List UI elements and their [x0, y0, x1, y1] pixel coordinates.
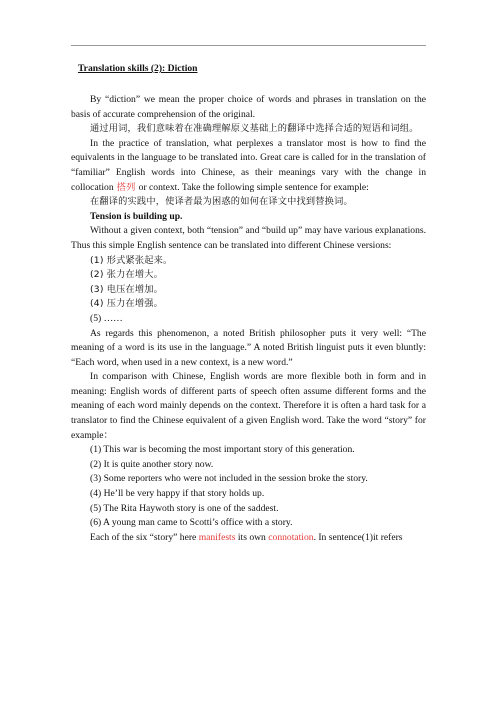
paragraph-translation-practice-tail: or context. Take the following simple sentence for example:: [138, 181, 369, 193]
paragraph-translation-practice: [71, 137, 426, 195]
document-title: Translation skills (2): Diction: [78, 63, 198, 74]
paragraph-translation-practice-cn: 在翻译的实践中，使译者最为困惑的如何在译文中找到替换词。: [90, 196, 353, 208]
paragraph-story-connotation-tail: . In sentence(1)it refers: [313, 531, 403, 543]
document-body: [71, 62, 426, 545]
list-item: (3) Some reporters who were not included in the session broke the story.: [90, 473, 368, 485]
paragraph-diction-definition-cn: 通过用词，我们意味着在准确理解原义基础上的翻译中选择合适的短语和词组。: [90, 123, 419, 135]
paragraph-story-connotation: [71, 531, 426, 546]
highlight-manifests: manifests: [198, 531, 236, 543]
header-rule: [71, 45, 426, 46]
highlight-connotation: connotation: [268, 531, 314, 543]
list-item: (1) 形式紧张起来。: [90, 254, 173, 266]
list-item: (5) The Rita Haywoth story is one of the saddest.: [90, 502, 279, 514]
list-item: (2) It is quite another story now.: [90, 458, 214, 470]
list-item: (6) A young man came to Scotti’s office with a story.: [90, 517, 293, 529]
paragraph-word-meaning-quotes: As regards this phenomenon, a noted British philosopher puts it very well: “The meaning of a word is its use in the language.” A noted British linguist puts it even bluntly: “Each word, when used in a new context, is a new word.”: [71, 327, 426, 368]
paragraph-diction-definition: By “diction” we mean the proper choice of words and phrases in translation on the basis of accurate comprehension of the original.: [71, 94, 426, 120]
paragraph-story-connotation-mid: its own: [235, 531, 269, 543]
list-item: (2) 张力在增大。: [90, 269, 164, 281]
list-item: (4) He’ll be very happy if that story holds up.: [90, 488, 265, 500]
list-item: (4) 压力在增强。: [90, 298, 164, 310]
example-sentence: Tension is building up.: [90, 210, 183, 222]
highlight-collocation-cn: 搭列: [113, 181, 139, 193]
paragraph-translation-practice-text: In the practice of translation, what perplexes a translator most is how to find the equivalents in the language to be translated into. Great care is called for in the translation of “familiar” English words into Chinese, as their meanings vary with the change in collocation: [71, 137, 426, 193]
paragraph-context: Without a given context, both “tension” and “build up” may have various explanations. Thus this simple English sentence can be translated into different Chinese versions:: [71, 225, 426, 251]
list-item: (5) ……: [90, 312, 123, 324]
list-item: (1) This war is becoming the most important story of this generation.: [90, 444, 355, 456]
paragraph-english-flexibility: In comparison with Chinese, English words are more flexible both in form and in meaning: English words of different parts of speech often assume different forms and the meaning of each word mainly depends on the context. Therefore it is often a hard task for a translator to find the Chinese equivalent of a given English word. Take the word “story” for example：: [71, 371, 426, 441]
paragraph-story-connotation-text: Each of the six “story” here: [90, 531, 199, 543]
list-item: (3) 电压在增加。: [90, 283, 164, 295]
